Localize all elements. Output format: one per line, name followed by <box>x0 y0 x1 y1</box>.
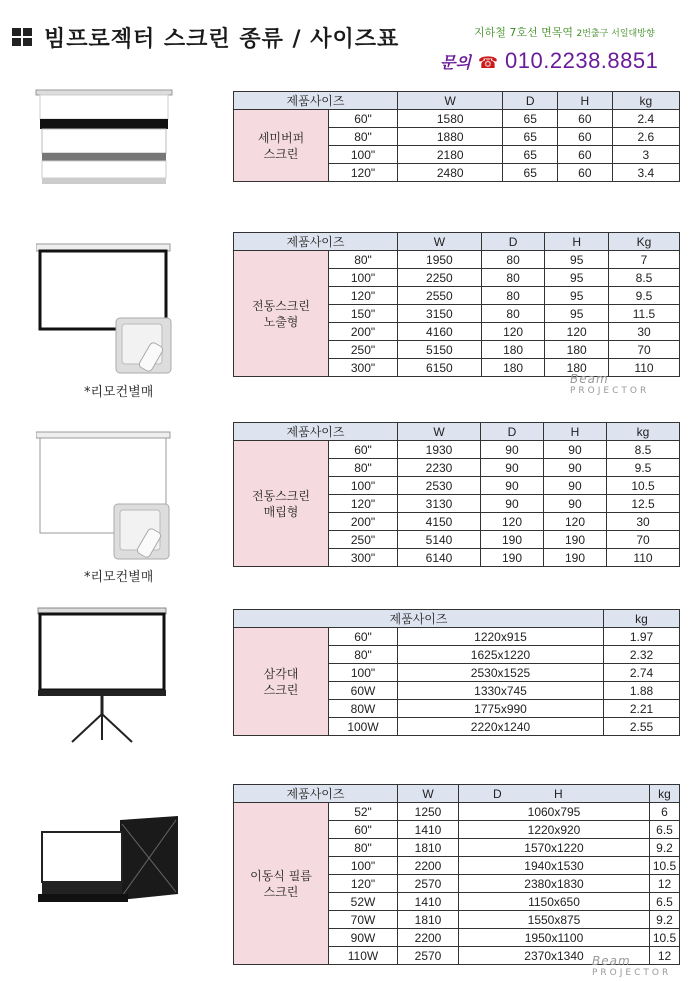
portable-film-screen-image <box>36 814 181 910</box>
cell: 2570 <box>398 947 459 965</box>
cell: 180 <box>481 341 545 359</box>
product-name: 전동스크린 노출형 <box>234 251 329 377</box>
cell: 90 <box>543 495 606 513</box>
cell: 2480 <box>398 164 503 182</box>
cell: 80" <box>329 128 398 146</box>
cell: 60" <box>329 110 398 128</box>
cell: 1250 <box>398 803 459 821</box>
cell: 70W <box>329 911 398 929</box>
table-row <box>234 803 680 821</box>
col-d: D <box>481 233 545 251</box>
cell: 3 <box>612 146 679 164</box>
col-d: D <box>503 92 558 110</box>
cell: 1410 <box>398 821 459 839</box>
cell: 95 <box>545 269 609 287</box>
cell: 95 <box>545 287 609 305</box>
watermark-projector: PROJECTOR <box>592 968 672 978</box>
subway-station: 지하철 7호선 면목역 <box>474 26 573 39</box>
cell: 2.55 <box>604 718 680 736</box>
cell: 120 <box>545 323 609 341</box>
cell: 90 <box>543 477 606 495</box>
cell: 70 <box>606 531 679 549</box>
motorized-exposed-screen-image <box>36 238 176 378</box>
cell: 90 <box>480 495 543 513</box>
cell: 120" <box>329 287 398 305</box>
col-size: 제품사이즈 <box>234 233 398 251</box>
cell: 90 <box>480 477 543 495</box>
cell: 95 <box>545 251 609 269</box>
cell: 110 <box>609 359 680 377</box>
cell: 3130 <box>398 495 481 513</box>
cell: 9.5 <box>606 459 679 477</box>
cell: 60" <box>329 628 398 646</box>
cell: 2.4 <box>612 110 679 128</box>
cell: 6.5 <box>650 821 680 839</box>
cell: 190 <box>543 549 606 567</box>
cell: 1550x875 <box>459 911 650 929</box>
cell: 250" <box>329 341 398 359</box>
cell: 2530x1525 <box>398 664 604 682</box>
col-kg: Kg <box>609 233 680 251</box>
col-h: H <box>543 423 606 441</box>
col-w: W <box>398 92 503 110</box>
tripod-screen-image <box>36 604 176 746</box>
table-row <box>234 110 680 128</box>
cell: 1625x1220 <box>398 646 604 664</box>
col-w: W <box>398 423 481 441</box>
cell: 60" <box>329 821 398 839</box>
cell: 6.5 <box>650 893 680 911</box>
spec-table-motorized-recessed <box>233 422 680 567</box>
cell: 120 <box>480 513 543 531</box>
cell: 1220x920 <box>459 821 650 839</box>
cell: 200" <box>329 513 398 531</box>
cell: 9.2 <box>650 911 680 929</box>
cell: 65 <box>503 110 558 128</box>
remote-sold-separately-note: *리모컨별매 <box>84 385 154 400</box>
cell: 2.21 <box>604 700 680 718</box>
cell: 80W <box>329 700 398 718</box>
table-row <box>234 628 680 646</box>
cell: 190 <box>480 531 543 549</box>
col-kg: kg <box>612 92 679 110</box>
col-d: D <box>493 786 502 801</box>
col-kg: kg <box>604 610 680 628</box>
table-header-row <box>234 233 680 251</box>
cell: 300" <box>329 359 398 377</box>
cell: 1810 <box>398 839 459 857</box>
cell: 1220x915 <box>398 628 604 646</box>
cell: 2220x1240 <box>398 718 604 736</box>
cell: 1810 <box>398 911 459 929</box>
cell: 1580 <box>398 110 503 128</box>
cell: 60 <box>558 164 613 182</box>
cell: 120" <box>329 875 398 893</box>
semi-buffer-screen-image <box>34 88 174 188</box>
cell: 2200 <box>398 929 459 947</box>
cell: 100" <box>329 269 398 287</box>
col-dh <box>459 785 650 803</box>
page-title: 빔프로젝터 스크린 종류 / 사이즈표 <box>44 27 400 52</box>
station-exit: 2번출구 서일대방향 <box>576 29 655 39</box>
spec-table-semi-buffer <box>233 91 680 182</box>
cell: 4160 <box>398 323 482 341</box>
cell: 90 <box>480 459 543 477</box>
cell: 120" <box>329 495 398 513</box>
cell: 30 <box>606 513 679 531</box>
cell: 4150 <box>398 513 481 531</box>
grid-icon <box>12 28 34 48</box>
cell: 9.5 <box>609 287 680 305</box>
cell: 180 <box>545 341 609 359</box>
cell: 1330x745 <box>398 682 604 700</box>
cell: 2250 <box>398 269 482 287</box>
cell: 1570x1220 <box>459 839 650 857</box>
cell: 7 <box>609 251 680 269</box>
cell: 70 <box>609 341 680 359</box>
cell: 80 <box>481 269 545 287</box>
cell: 120" <box>329 164 398 182</box>
product-name: 삼각대 스크린 <box>234 628 329 736</box>
cell: 180 <box>545 359 609 377</box>
cell: 5150 <box>398 341 482 359</box>
cell: 1950 <box>398 251 482 269</box>
cell: 8.5 <box>606 441 679 459</box>
cell: 1410 <box>398 893 459 911</box>
cell: 10.5 <box>606 477 679 495</box>
cell: 180 <box>481 359 545 377</box>
cell: 11.5 <box>609 305 680 323</box>
table-row <box>234 441 680 459</box>
cell: 2550 <box>398 287 482 305</box>
cell: 1940x1530 <box>459 857 650 875</box>
cell: 5140 <box>398 531 481 549</box>
col-w: W <box>398 233 482 251</box>
location-info <box>474 24 655 40</box>
cell: 52" <box>329 803 398 821</box>
cell: 1060x795 <box>459 803 650 821</box>
table-header-row <box>234 610 680 628</box>
col-w: W <box>398 785 459 803</box>
cell: 100" <box>329 477 398 495</box>
cell: 12.5 <box>606 495 679 513</box>
cell: 60" <box>329 441 398 459</box>
cell: 2200 <box>398 857 459 875</box>
cell: 3.4 <box>612 164 679 182</box>
col-kg: kg <box>650 785 680 803</box>
product-name: 전동스크린 매립형 <box>234 441 329 567</box>
col-h: H <box>545 233 609 251</box>
cell: 120 <box>543 513 606 531</box>
table-header-row <box>234 423 680 441</box>
cell: 60W <box>329 682 398 700</box>
col-h: H <box>558 92 613 110</box>
table-header-row <box>234 785 680 803</box>
cell: 300" <box>329 549 398 567</box>
cell: 65 <box>503 146 558 164</box>
col-size: 제품사이즈 <box>234 423 398 441</box>
cell: 1775x990 <box>398 700 604 718</box>
cell: 2.6 <box>612 128 679 146</box>
cell: 80" <box>329 839 398 857</box>
cell: 10.5 <box>650 929 680 947</box>
watermark-beam: Beam <box>592 954 631 968</box>
cell: 110W <box>329 947 398 965</box>
cell: 90 <box>543 441 606 459</box>
cell: 1880 <box>398 128 503 146</box>
cell: 150" <box>329 305 398 323</box>
phone-number[interactable]: 010.2238.8851 <box>505 48 659 73</box>
cell: 2570 <box>398 875 459 893</box>
cell: 250" <box>329 531 398 549</box>
cell: 80 <box>481 251 545 269</box>
watermark-projector: PROJECTOR <box>570 386 650 396</box>
cell: 80 <box>481 305 545 323</box>
cell: 200" <box>329 323 398 341</box>
cell: 2530 <box>398 477 481 495</box>
cell: 8.5 <box>609 269 680 287</box>
cell: 2.74 <box>604 664 680 682</box>
remote-sold-separately-note: *리모컨별매 <box>84 570 154 585</box>
cell: 90W <box>329 929 398 947</box>
cell: 30 <box>609 323 680 341</box>
spec-table-portable-film <box>233 784 680 965</box>
spec-table-motorized-exposed <box>233 232 680 377</box>
product-name: 이동식 필름 스크린 <box>234 803 329 965</box>
table-header-row <box>234 92 680 110</box>
col-d: D <box>480 423 543 441</box>
cell: 80 <box>481 287 545 305</box>
cell: 95 <box>545 305 609 323</box>
cell: 60 <box>558 128 613 146</box>
cell: 90 <box>480 441 543 459</box>
cell: 2180 <box>398 146 503 164</box>
col-size: 제품사이즈 <box>234 92 398 110</box>
cell: 6150 <box>398 359 482 377</box>
cell: 52W <box>329 893 398 911</box>
cell: 2.32 <box>604 646 680 664</box>
col-size: 제품사이즈 <box>234 610 604 628</box>
table-row <box>234 251 680 269</box>
cell: 1150x650 <box>459 893 650 911</box>
watermark-beam: Beam <box>570 372 609 386</box>
cell: 6 <box>650 803 680 821</box>
cell: 1950x1100 <box>459 929 650 947</box>
cell: 100" <box>329 664 398 682</box>
cell: 9.2 <box>650 839 680 857</box>
col-h: H <box>554 786 563 801</box>
cell: 2230 <box>398 459 481 477</box>
cell: 80" <box>329 646 398 664</box>
col-kg: kg <box>606 423 679 441</box>
cell: 65 <box>503 128 558 146</box>
cell: 12 <box>650 875 680 893</box>
cell: 1930 <box>398 441 481 459</box>
contact-label: 문의 <box>440 53 471 72</box>
phone-icon: ☎ <box>478 53 498 72</box>
cell: 110 <box>606 549 679 567</box>
motorized-recessed-screen-image <box>36 428 176 568</box>
cell: 190 <box>543 531 606 549</box>
beam-projector-watermark <box>570 372 649 396</box>
cell: 120 <box>481 323 545 341</box>
cell: 190 <box>480 549 543 567</box>
cell: 60 <box>558 146 613 164</box>
cell: 90 <box>543 459 606 477</box>
product-name: 세미버퍼 스크린 <box>234 110 329 182</box>
cell: 100" <box>329 146 398 164</box>
cell: 1.97 <box>604 628 680 646</box>
page-header <box>0 0 697 80</box>
contact-info <box>440 48 658 74</box>
cell: 2370x1340 <box>459 947 650 965</box>
col-size: 제품사이즈 <box>234 785 398 803</box>
spec-table-tripod <box>233 609 680 736</box>
cell: 6140 <box>398 549 481 567</box>
cell: 2380x1830 <box>459 875 650 893</box>
cell: 1.88 <box>604 682 680 700</box>
cell: 65 <box>503 164 558 182</box>
cell: 80" <box>329 459 398 477</box>
cell: 100W <box>329 718 398 736</box>
cell: 100" <box>329 857 398 875</box>
cell: 10.5 <box>650 857 680 875</box>
cell: 3150 <box>398 305 482 323</box>
cell: 60 <box>558 110 613 128</box>
cell: 12 <box>650 947 680 965</box>
cell: 80" <box>329 251 398 269</box>
beam-projector-watermark <box>592 954 671 978</box>
